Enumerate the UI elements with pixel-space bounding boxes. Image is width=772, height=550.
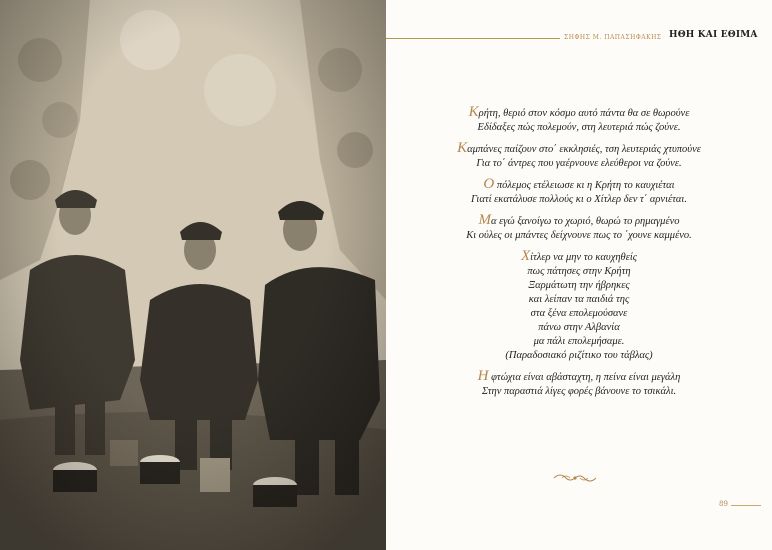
poem-line: Κι ούλες οι μπάντες δείχνουνε πως το ΄χουνε καμμένο.	[466, 230, 692, 241]
poem-line: Ο πόλεμος ετέλειωσε κι η Κρήτη το καυχιέται	[483, 176, 675, 192]
poem-line: πάνω στην Αλβανία	[538, 322, 620, 333]
stanza	[386, 213, 772, 243]
poem	[386, 105, 772, 405]
poem-line: Η φτώχια είναι αβάσταχτη, η πείνα είναι μεγάλη	[477, 368, 681, 384]
poem-line: μα πάλι επολεμήσαμε.	[533, 336, 625, 347]
poem-line: (Παραδοσιακό ριζίτικο του τάβλας)	[505, 350, 653, 361]
poem-line: πως πάτησες στην Κρήτη	[527, 266, 631, 277]
page-header	[386, 30, 772, 46]
stanza	[386, 369, 772, 399]
ornament-flourish-icon	[552, 471, 598, 485]
poem-line: Κρήτη, θεριό στον κόσμο αυτό πάντα θα σε θωρούνε	[468, 104, 690, 120]
stanza	[386, 249, 772, 363]
header-rule	[386, 38, 560, 39]
poem-line: Χίτλερ να μην το καυχηθείς	[520, 248, 638, 264]
drop-cap: Κ	[468, 104, 479, 120]
drop-cap: Χ	[520, 248, 531, 264]
poem-line: Για το΄ άντρες που γαέρνουνε ελεύθεροι να ζούνε.	[476, 158, 682, 169]
text-page	[386, 0, 772, 550]
drop-cap: Κ	[457, 140, 468, 156]
drop-cap: Μ	[478, 212, 491, 228]
poem-line: Μα εγώ ξανοίγω το χωριό, θωρώ το ρημαγμένο	[478, 212, 680, 228]
poem-line: Καμπάνες παίζουν στο΄ εκκλησιές, τση λευτεριάς χτυπούνε	[457, 140, 701, 156]
drop-cap: Η	[477, 368, 489, 384]
stanza	[386, 177, 772, 207]
footer-rule	[731, 505, 761, 506]
poem-line: στα ξένα επολεμούσανε	[530, 308, 628, 319]
poem-line: Εδίδαξες πώς πολεμούν, στη λευτεριά πώς ζούνε.	[477, 122, 681, 133]
page-number: 89	[719, 500, 728, 508]
stanza	[386, 141, 772, 171]
poem-line: και λείπαν τα παιδιά της	[528, 294, 630, 305]
poem-line: Γιατί εκατάλυσε πολλούς κι ο Χίτλερ δεν τ΄ αρνιέται.	[471, 194, 687, 205]
poem-line: Στην παραστιά λίγες φορές βάνουνε το τσικάλι.	[481, 386, 677, 397]
header-author: ΣΗΦΗΣ Μ. ΠΑΠΑΣΗΦΑΚΗΣ	[564, 34, 662, 41]
poem-line: Ξαρμάτωτη την ήβρηκες	[528, 280, 630, 291]
header-title: ΗΘΗ ΚΑΙ ΕΘΙΜΑ	[669, 30, 758, 40]
drop-cap: Ο	[483, 176, 495, 192]
stanza	[386, 105, 772, 135]
